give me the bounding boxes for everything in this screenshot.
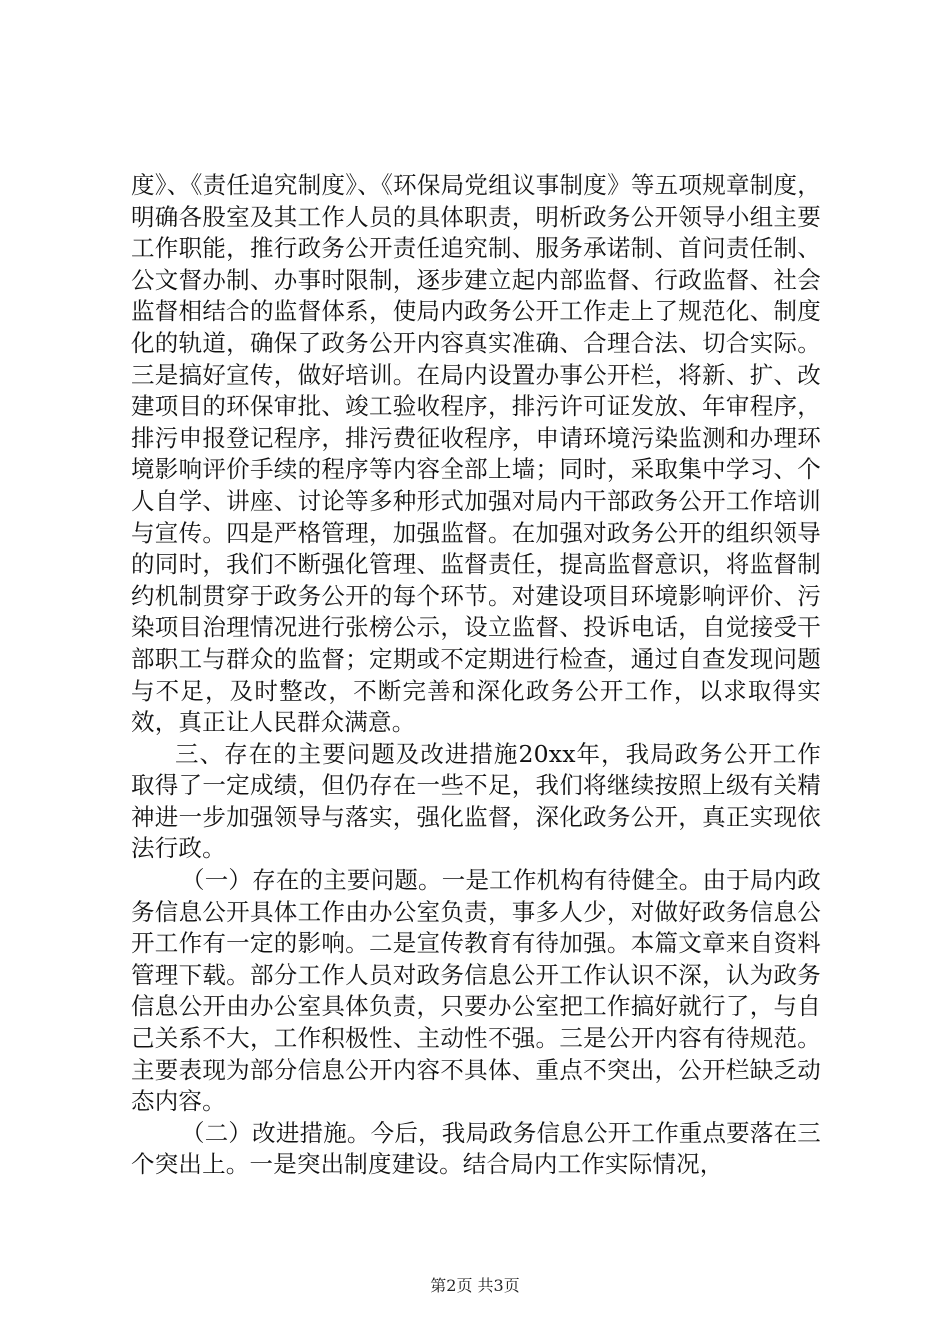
- paragraph-continued: 度》、《责任追究制度》、《环保局党组议事制度》等五项规章制度，明确各股室及其工作人员的具体职责，明析政务公开领导小组主要工作职能，推行政务公开责任追究制、服务承诺制、首问责任制、公文督办制、办事时限制，逐步建立起内部监督、行政监督、社会监督相结合的监督体系，使局内政务公开工作走上了规范化、制度化的轨道，确保了政务公开内容真实准确、合理合法、切合实际。三是搞好宣传，做好培训。在局内设置办事公开栏，将新、扩、改建项目的环保审批、竣工验收程序，排污许可证发放、年审程序，排污申报登记程序，排污费征收程序，申请环境污染监测和办理环境影响评价手续的程序等内容全部上墙；同时，采取集中学习、个人自学、讲座、讨论等多种形式加强对局内干部政务公开工作培训与宣传。四是严格管理，加强监督。在加强对政务公开的组织领导的同时，我们不断强化管理、监督责任，提高监督意识，将监督制约机制贯穿于政务公开的每个环节。对建设项目环境影响评价、污染项目治理情况进行张榜公示，设立监督、投诉电话，自觉接受干部职工与群众的监督；定期或不定期进行检查，通过自查发现问题与不足，及时整改，不断完善和深化政务公开工作，以求取得实效，真正让人民群众满意。: [131, 171, 821, 737]
- paragraph-main-problems: （一）存在的主要问题。一是工作机构有待健全。由于局内政务信息公开具体工作由办公室负责，事多人少，对做好政务信息公开工作有一定的影响。二是宣传教育有待加强。本篇文章来自资料管理下载。部分工作人员对政务信息公开工作认识不深，认为政务信息公开由办公室具体负责，只要办公室把工作搞好就行了，与自己关系不大，工作积极性、主动性不强。三是公开内容有待规范。主要表现为部分信息公开内容不具体、重点不突出，公开栏缺乏动态内容。: [131, 866, 821, 1116]
- document-body: [131, 170, 821, 1181]
- page-footer: 第2页 共3页: [430, 1276, 520, 1295]
- paragraph-section-three: 三、存在的主要问题及改进措施20xx年，我局政务公开工作取得了一定成绩，但仍存在一些不足，我们将继续按照上级有关精神进一步加强领导与落实，强化监督，深化政务公开，真正实现依法行政。: [131, 739, 821, 863]
- paragraph-improvement-measures: （二）改进措施。今后，我局政务信息公开工作重点要落在三个突出上。一是突出制度建设。结合局内工作实际情况，: [131, 1118, 821, 1179]
